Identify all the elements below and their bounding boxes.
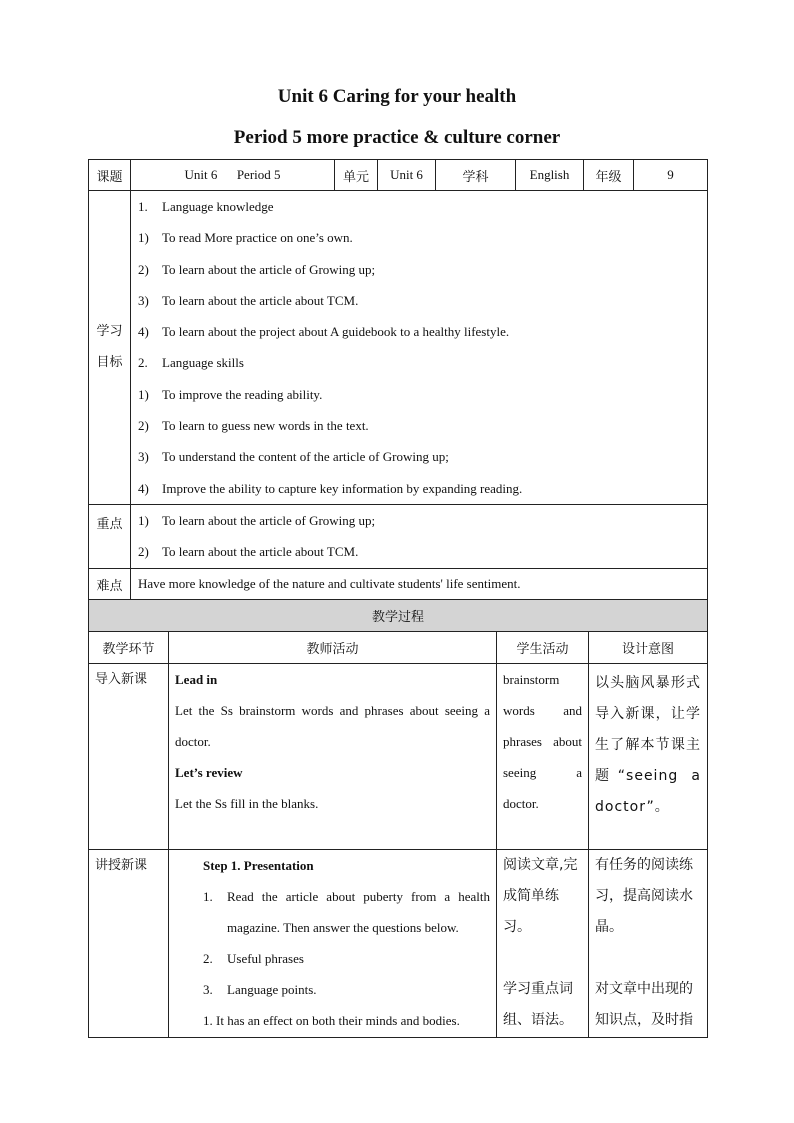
objectives-label-line1: 学习 — [96, 324, 123, 340]
student-activity-lead-in: brainstorm words and phrases about seeing a doctor. — [497, 664, 589, 850]
grade-label: 年级 — [584, 160, 634, 191]
key-point-line: 1) To learn about the article of Growing up; — [138, 512, 376, 528]
column-header-teacher: 教师活动 — [169, 632, 497, 664]
subject-label: 学科 — [436, 160, 516, 191]
topic-value: Unit 6 Period 5 — [131, 160, 335, 191]
design-intent-lead-in: 以头脑风暴形式导入新课，让学生了解本节课主题“seeing a doctor”。 — [589, 664, 708, 850]
objective-line: 2. Language skills — [138, 355, 244, 371]
lead-in-text: Let the Ss brainstorm words and phrases about seeing a doctor. — [175, 703, 490, 749]
key-points-label: 重点 — [89, 504, 131, 568]
grade-value: 9 — [634, 160, 708, 191]
student-activity-study: 学习重点词组、语法。 — [503, 981, 573, 1028]
stage-lead-in: 导入新课 — [89, 664, 169, 850]
review-heading: Let’s review — [175, 765, 243, 780]
objectives-label-line2: 目标 — [96, 355, 123, 371]
objective-line: 1) To improve the reading ability. — [138, 386, 323, 402]
difficulty-text: Have more knowledge of the nature and cultivate students' life sentiment. — [131, 568, 708, 600]
column-header-intent: 设计意图 — [589, 632, 708, 664]
key-points-content — [131, 504, 708, 568]
design-intent-presentation — [589, 850, 708, 1038]
column-header-stage: 教学环节 — [89, 632, 169, 664]
presentation-item-2: 2. Useful phrases — [203, 951, 304, 966]
student-activity-read: 阅读文章,完成简单练习。 — [503, 857, 578, 935]
objective-line: 1. Language knowledge — [138, 199, 274, 214]
objectives-label — [89, 191, 131, 505]
objective-line: 2) To learn to guess new words in the text. — [138, 418, 369, 434]
objective-line: 4) Improve the ability to capture key information by expanding reading. — [138, 480, 523, 496]
teacher-activity-lead-in — [169, 664, 497, 850]
teaching-process-table — [88, 599, 708, 1038]
objective-line: 3) To understand the content of the article of Growing up; — [138, 449, 449, 465]
presentation-item-1: 1. Read the article about puberty from a health magazine. Then answer the questions below. — [203, 889, 490, 935]
document-subtitle: Period 5 more practice & culture corner — [233, 127, 561, 148]
difficulty-label: 难点 — [89, 568, 131, 600]
key-point-line: 2) To learn about the article about TCM. — [138, 544, 359, 560]
document-title: Unit 6 Caring for your health — [277, 86, 517, 107]
teacher-activity-presentation — [169, 850, 497, 1038]
review-text: Let the Ss fill in the blanks. — [175, 796, 319, 811]
language-point-1: 1. It has an effect on both their minds and bodies. — [203, 1013, 460, 1028]
lead-in-heading: Lead in — [175, 672, 218, 687]
stage-presentation: 讲授新课 — [89, 850, 169, 1038]
objective-line: 4) To learn about the project about A guidebook to a healthy lifestyle. — [138, 324, 510, 340]
presentation-item-3: 3. Language points. — [203, 982, 317, 997]
topic-label: 课题 — [89, 160, 131, 191]
design-intent-reading: 有任务的阅读练习，提高阅读水晶。 — [595, 857, 693, 935]
unit-value: Unit 6 — [378, 160, 436, 191]
step1-heading: Step 1. Presentation — [203, 858, 314, 873]
student-activity-presentation — [497, 850, 589, 1038]
lesson-info-table — [88, 159, 708, 601]
objectives-content — [131, 191, 708, 505]
objective-line: 3) To learn about the article about TCM. — [138, 292, 359, 308]
objective-line: 1) To read More practice on one’s own. — [138, 230, 353, 246]
column-header-student: 学生活动 — [497, 632, 589, 664]
design-intent-points: 对文章中出现的知识点，及时指 — [595, 981, 693, 1028]
objective-line: 2) To learn about the article of Growing up; — [138, 261, 376, 277]
unit-label: 单元 — [335, 160, 378, 191]
subject-value: English — [516, 160, 584, 191]
process-header: 教学过程 — [89, 600, 708, 632]
